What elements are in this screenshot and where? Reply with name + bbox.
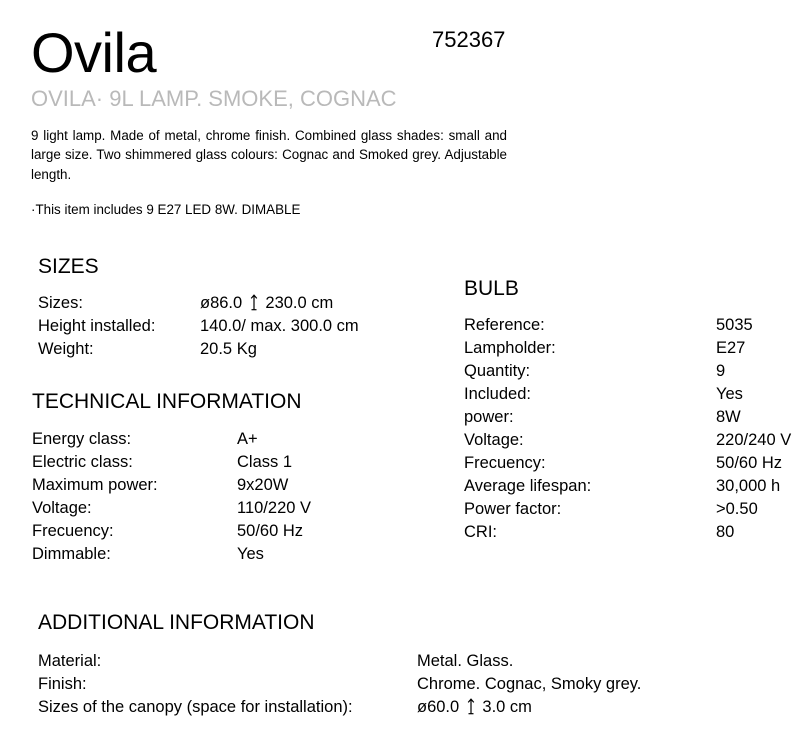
row-value: 9x20W xyxy=(237,476,289,494)
row-label: Energy class: xyxy=(32,430,132,448)
row-label: Dimmable: xyxy=(32,545,111,563)
sizes-heading: SIZES xyxy=(38,255,99,278)
row-label: Material: xyxy=(38,652,102,670)
row-label: Voltage: xyxy=(464,431,524,449)
row-label: Electric class: xyxy=(32,453,133,471)
row-value: 110/220 V xyxy=(237,499,312,517)
row-label: Maximum power: xyxy=(32,476,158,494)
row-value: 50/60 Hz xyxy=(716,454,783,472)
product-reference: 752367 xyxy=(432,27,506,52)
row-label: Weight: xyxy=(38,340,94,358)
row-value: 220/240 V xyxy=(716,431,792,449)
row-label: Height installed: xyxy=(38,317,156,335)
row-label: Power factor: xyxy=(464,500,562,518)
row-label: Frecuency: xyxy=(32,522,114,540)
product-description: 9 light lamp. Made of metal, chrome finish. Combined glass shades: small and large size. Two shimmered glass colours: Cognac and Smoked grey. Adjustable length. xyxy=(31,128,507,182)
row-label: Finish: xyxy=(38,675,87,693)
additional-heading: ADDITIONAL INFORMATION xyxy=(38,611,315,634)
row-label: Sizes: xyxy=(38,294,83,312)
row-value: Chrome. Cognac, Smoky grey. xyxy=(417,675,642,693)
row-label: Reference: xyxy=(464,316,545,334)
row-label: Average lifespan: xyxy=(464,477,592,495)
product-subtitle: OVILA· 9L LAMP. SMOKE, COGNAC xyxy=(31,86,397,111)
row-value: Class 1 xyxy=(237,453,293,471)
product-title: Ovila xyxy=(31,21,157,84)
row-label: Sizes of the canopy (space for installation): xyxy=(38,698,353,716)
row-label: Lampholder: xyxy=(464,339,556,357)
row-label: Voltage: xyxy=(32,499,92,517)
technical-heading: TECHNICAL INFORMATION xyxy=(32,390,302,413)
bulb-heading: BULB xyxy=(464,277,519,300)
row-label: Included: xyxy=(464,385,531,403)
row-value: 5035 xyxy=(716,316,753,334)
row-value: 140.0/ max. 300.0 cm xyxy=(200,317,359,335)
row-value: A+ xyxy=(237,430,258,448)
row-value: 20.5 Kg xyxy=(200,340,257,358)
product-note: ·This item includes 9 E27 LED 8W. DIMABLE xyxy=(31,202,301,217)
row-value: 8W xyxy=(716,408,741,426)
row-value: E27 xyxy=(716,339,746,357)
row-value: Yes xyxy=(237,545,264,563)
row-value: 80 xyxy=(716,523,735,541)
row-value: Metal. Glass. xyxy=(417,652,514,670)
row-value: ø60.0 3.0 cm xyxy=(417,698,532,716)
height-arrow-icon xyxy=(466,698,476,715)
row-label: Quantity: xyxy=(464,362,531,380)
row-value: ø86.0 230.0 cm xyxy=(200,294,334,312)
row-label: CRI: xyxy=(464,523,497,541)
height-arrow-icon xyxy=(249,294,259,311)
row-value: >0.50 xyxy=(716,500,758,518)
row-value: 9 xyxy=(716,362,726,380)
row-value: 30,000 h xyxy=(716,477,781,495)
row-label: Frecuency: xyxy=(464,454,546,472)
row-label: power: xyxy=(464,408,514,426)
row-value: Yes xyxy=(716,385,743,403)
row-value: 50/60 Hz xyxy=(237,522,304,540)
